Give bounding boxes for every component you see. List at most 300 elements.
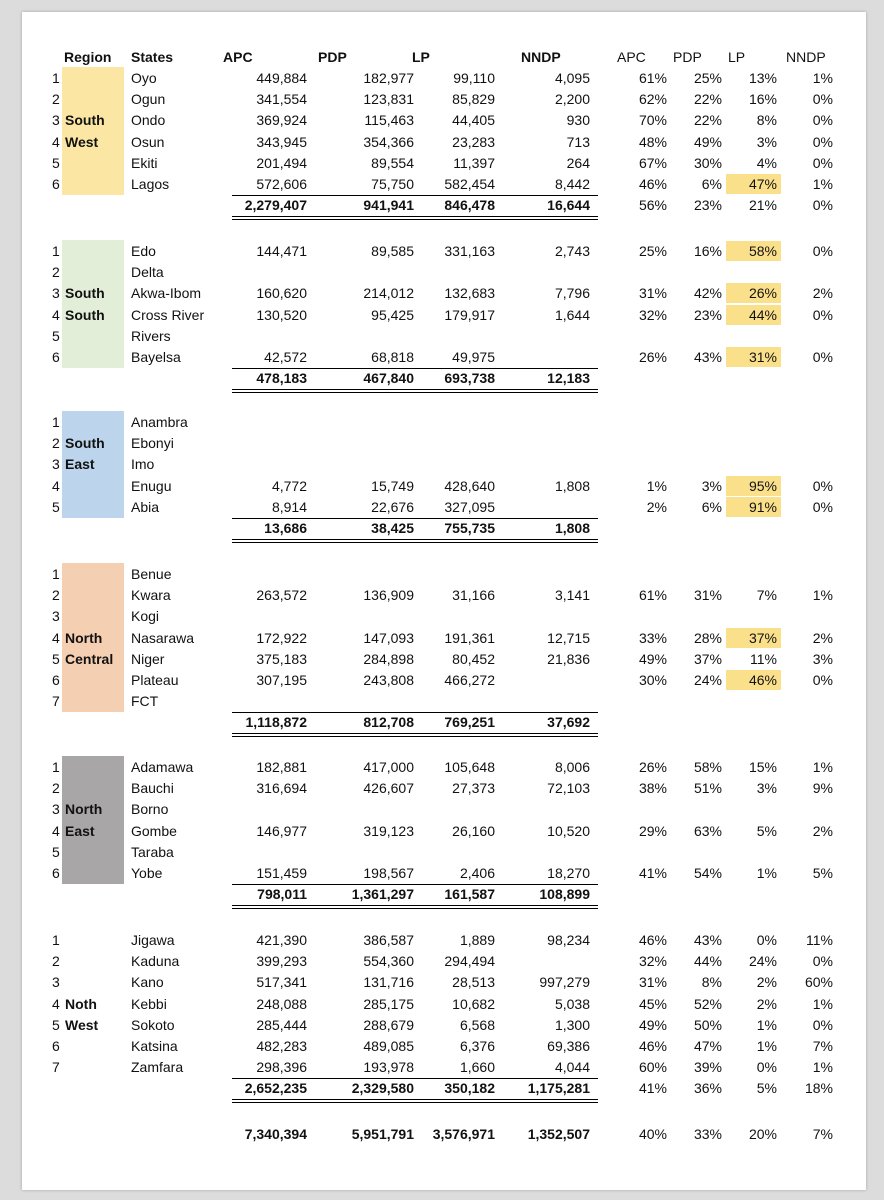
cell-lp: 31,166 [452,587,495,604]
cell-apc-pct: 46% [638,932,667,948]
row-number: 4 [52,477,60,494]
header-lp: LP [412,49,430,65]
row-number: 6 [52,349,60,365]
cell-nndp-pct: 1% [812,1059,833,1076]
cell-apc-pct: 61% [638,587,667,604]
cell-nndp-pct: 0% [812,91,833,108]
row-number: 6 [52,865,60,881]
cell-lp-pct: 5% [756,822,777,839]
cell-lp: 6,376 [459,1038,495,1054]
state-name: Kebbi [131,995,167,1012]
cell-pdp: 15,749 [371,477,414,494]
state-name: Jigawa [131,932,175,948]
grand-total-apc: 7,340,394 [244,1126,307,1142]
cell-lp-pct: 16% [748,91,777,108]
cell-pdp: 319,123 [363,822,414,839]
header-pdp: PDP [318,49,347,65]
cell-pdp-pct: 50% [693,1016,722,1033]
cell-nndp: 69,386 [547,1038,590,1054]
subtotal-apc: 1,118,872 [245,714,307,731]
row-number: 5 [52,327,60,344]
cell-lp: 10,682 [452,995,495,1012]
cell-nndp-pct: 2% [812,629,833,646]
cell-nndp-pct: 0% [812,477,833,494]
cell-nndp: 4,044 [554,1059,590,1076]
subtotal-rule-top [232,712,598,713]
cell-apc-pct: 32% [638,306,667,323]
state-name: Gombe [131,822,177,839]
subtotal-pdp: 467,840 [363,370,414,387]
cell-nndp-pct: 0% [812,112,833,129]
header-apc: APC [223,49,253,65]
cell-nndp: 18,270 [547,865,590,881]
subtotal-apc: 2,652,235 [244,1080,307,1097]
cell-pdp-pct: 24% [693,672,722,688]
cell-pdp-pct: 42% [693,285,722,302]
cell-apc-pct: 38% [638,780,667,797]
cell-apc-pct: 62% [638,91,667,108]
cell-nndp: 1,808 [554,477,590,494]
cell-nndp: 72,103 [547,780,590,797]
cell-nndp-pct: 0% [812,306,833,323]
cell-pdp-pct: 39% [693,1059,722,1076]
state-name: Osun [131,133,165,150]
cell-apc-pct: 41% [638,865,667,881]
cell-lp-pct: 24% [748,953,777,970]
cell-lp: 105,648 [444,759,495,775]
row-number: 6 [52,672,60,688]
cell-nndp-pct: 0% [812,243,833,259]
state-name: FCT [131,693,159,710]
state-name: Adamawa [131,759,194,775]
cell-pdp-pct: 8% [701,974,722,991]
cell-apc: 182,881 [256,759,307,775]
cell-lp-pct: 1% [756,865,777,881]
cell-lp-pct: 11% [750,650,777,667]
cell-apc-pct: 61% [638,70,667,86]
cell-lp: 2,406 [459,865,495,881]
cell-lp: 327,095 [444,498,495,515]
cell-apc-pct: 48% [638,133,667,150]
cell-nndp-pct: 1% [812,995,833,1012]
subtotal-rule-top [232,518,598,519]
cell-lp: 132,683 [444,285,495,302]
state-name: Kogi [131,608,160,625]
subtotal-pdp: 2,329,580 [351,1080,414,1097]
subtotal-rule-top [232,368,598,369]
state-name: Borno [131,801,169,818]
cell-lp-pct: 7% [756,587,777,604]
header-lp-pct: LP [728,49,746,65]
cell-nndp: 2,743 [554,243,590,259]
state-name: Enugu [131,477,172,494]
cell-apc: 307,195 [256,672,307,688]
cell-nndp: 8,006 [554,759,590,775]
cell-nndp-pct: 1% [812,759,833,775]
cell-pdp-pct: 54% [693,865,722,881]
cell-apc: 160,620 [256,285,307,302]
cell-pdp-pct: 31% [693,587,722,604]
cell-apc-pct: 26% [638,759,667,775]
cell-apc-pct: 70% [638,112,667,129]
state-name: Katsina [131,1038,178,1054]
cell-nndp: 5,038 [554,995,590,1012]
cell-lp-pct: 95% [748,477,777,494]
cell-apc-pct: 33% [638,629,667,646]
subtotal-rule-bottom [232,1099,598,1100]
subtotal-pdp: 38,425 [371,520,414,536]
cell-pdp-pct: 6% [701,176,722,192]
cell-pdp-pct: 44% [693,953,722,970]
region-color-block [62,67,124,195]
subtotal-lp-pct: 5% [756,1080,777,1097]
cell-lp-pct: 8% [756,112,777,129]
cell-lp-pct: 31% [748,349,777,365]
cell-apc: 572,606 [256,176,307,192]
cell-pdp: 123,831 [363,91,414,108]
cell-apc: 343,945 [256,133,307,150]
subtotal-nndp-pct: 0% [812,197,833,214]
cell-apc: 482,283 [256,1038,307,1054]
subtotal-lp: 693,738 [444,370,495,387]
cell-apc-pct: 60% [638,1059,667,1076]
cell-lp-pct: 15% [748,759,777,775]
cell-apc: 146,977 [256,822,307,839]
state-name: Bayelsa [131,349,181,365]
cell-lp: 26,160 [452,822,495,839]
header-nndp-pct: NNDP [786,49,826,65]
row-number: 2 [52,91,60,108]
cell-nndp: 7,796 [554,285,590,302]
row-number: 2 [52,780,60,797]
cell-nndp: 3,141 [554,587,590,604]
cell-nndp-pct: 0% [812,498,833,515]
cell-apc: 4,772 [271,477,307,494]
cell-apc-pct: 30% [638,672,667,688]
cell-pdp-pct: 43% [693,932,722,948]
cell-apc: 248,088 [256,995,307,1012]
cell-pdp: 288,679 [363,1016,414,1033]
cell-nndp: 4,095 [554,70,590,86]
state-name: Akwa-Ibom [131,285,202,302]
cell-apc-pct: 32% [638,953,667,970]
cell-lp: 466,272 [444,672,495,688]
cell-pdp: 554,360 [363,953,414,970]
subtotal-nndp: 1,175,281 [527,1080,590,1097]
cell-apc-pct: 49% [638,1016,667,1033]
region-name: North [65,801,103,818]
cell-pdp-pct: 52% [693,995,722,1012]
row-number: 1 [52,566,60,582]
cell-lp: 28,513 [452,974,495,991]
cell-pdp: 489,085 [363,1038,414,1054]
state-name: Bauchi [131,780,174,797]
subtotal-lp: 755,735 [444,520,495,536]
cell-nndp: 2,200 [554,91,590,108]
cell-lp-pct: 0% [756,932,777,948]
subtotal-rule-bottom-double [232,392,598,393]
subtotal-rule-bottom [232,733,598,734]
cell-apc: 298,396 [256,1059,307,1076]
cell-pdp-pct: 37% [693,650,722,667]
row-number: 5 [52,1016,60,1033]
cell-nndp: 1,644 [554,306,590,323]
cell-lp: 191,361 [444,629,495,646]
cell-pdp-pct: 49% [693,133,722,150]
cell-lp-pct: 58% [748,243,777,259]
subtotal-lp: 161,587 [444,886,495,903]
state-name: Ebonyi [131,435,174,452]
subtotal-lp: 350,182 [444,1080,495,1097]
cell-apc-pct: 29% [638,822,667,839]
cell-apc: 449,884 [256,70,307,86]
subtotal-pdp-pct: 23% [693,197,722,214]
region-color-block [62,756,124,884]
cell-apc-pct: 26% [638,349,667,365]
row-number: 4 [52,306,60,323]
cell-lp-pct: 2% [756,995,777,1012]
row-number: 7 [52,1059,60,1076]
grand-total-nndp: 1,352,507 [527,1126,590,1142]
subtotal-nndp-pct: 18% [804,1080,833,1097]
subtotal-apc: 478,183 [256,370,307,387]
cell-apc: 172,922 [256,629,307,646]
cell-apc: 151,459 [256,865,307,881]
cell-lp: 582,454 [444,176,495,192]
state-name: Kwara [131,587,171,604]
row-number: 3 [52,112,60,129]
grand-total-apc-pct: 40% [638,1126,667,1142]
subtotal-rule-bottom [232,539,598,540]
cell-nndp-pct: 1% [812,587,833,604]
state-name: Taraba [131,843,174,860]
cell-nndp-pct: 7% [812,1038,833,1054]
cell-nndp-pct: 0% [812,953,833,970]
subtotal-apc: 13,686 [264,520,307,536]
state-name: Zamfara [131,1059,184,1076]
cell-apc: 517,341 [256,974,307,991]
row-number: 3 [52,285,60,302]
cell-lp-pct: 44% [748,306,777,323]
state-name: Abia [131,498,160,515]
row-number: 1 [52,70,60,86]
cell-apc-pct: 1% [646,477,667,494]
cell-nndp-pct: 3% [812,650,833,667]
row-number: 7 [52,693,60,710]
cell-lp-pct: 3% [756,780,777,797]
row-number: 5 [52,154,60,171]
state-name: Oyo [131,70,157,86]
cell-pdp-pct: 51% [693,780,722,797]
row-number: 6 [52,176,60,192]
cell-lp: 6,568 [459,1016,495,1033]
cell-apc: 263,572 [256,587,307,604]
header-pdp-pct: PDP [673,49,702,65]
cell-apc: 8,914 [271,498,307,515]
cell-nndp-pct: 0% [812,349,833,365]
cell-nndp: 997,279 [539,974,590,991]
cell-nndp-pct: 1% [812,176,833,192]
region-name: South [65,112,105,129]
row-number: 2 [52,264,60,281]
cell-apc: 369,924 [256,112,307,129]
row-number: 4 [52,995,60,1012]
region-color-block [62,240,124,368]
cell-apc-pct: 46% [638,176,667,192]
row-number: 5 [52,498,60,515]
cell-nndp-pct: 2% [812,285,833,302]
cell-lp: 49,975 [452,349,495,365]
cell-nndp: 98,234 [547,932,590,948]
cell-pdp-pct: 30% [693,154,722,171]
subtotal-rule-top [232,195,598,196]
cell-apc: 399,293 [256,953,307,970]
cell-apc: 130,520 [256,306,307,323]
cell-lp: 179,917 [444,306,495,323]
cell-nndp: 12,715 [547,629,590,646]
region-name: East [65,456,95,473]
state-name: Plateau [131,672,179,688]
cell-pdp: 147,093 [363,629,414,646]
subtotal-rule-bottom [232,389,598,390]
row-number: 5 [52,650,60,667]
cell-pdp: 426,607 [363,780,414,797]
cell-apc-pct: 46% [638,1038,667,1054]
cell-nndp-pct: 0% [812,1016,833,1033]
row-number: 3 [52,974,60,991]
cell-pdp: 182,977 [363,70,414,86]
cell-apc: 341,554 [256,91,307,108]
row-number: 1 [52,759,60,775]
row-number: 3 [52,801,60,818]
cell-pdp: 131,716 [363,974,414,991]
row-number: 1 [52,414,60,430]
grand-total-lp: 3,576,971 [432,1126,495,1142]
cell-lp: 23,283 [452,133,495,150]
region-name: West [65,1016,99,1033]
row-number: 6 [52,1038,60,1054]
subtotal-pdp-pct: 36% [693,1080,722,1097]
subtotal-lp: 769,251 [444,714,495,731]
cell-nndp-pct: 0% [812,133,833,150]
cell-pdp-pct: 28% [693,629,722,646]
cell-pdp: 136,909 [363,587,414,604]
cell-apc-pct: 25% [638,243,667,259]
subtotal-rule-bottom-double [232,542,598,543]
cell-apc: 144,471 [256,243,307,259]
cell-lp-pct: 91% [748,498,777,515]
cell-lp-pct: 47% [748,176,777,192]
cell-apc: 421,390 [256,932,307,948]
cell-nndp: 10,520 [547,822,590,839]
cell-lp: 1,660 [459,1059,495,1076]
cell-pdp: 285,175 [363,995,414,1012]
cell-lp-pct: 1% [756,1038,777,1054]
row-number: 1 [52,932,60,948]
cell-pdp: 284,898 [363,650,414,667]
cell-pdp-pct: 3% [701,477,722,494]
cell-pdp: 68,818 [371,349,414,365]
cell-lp-pct: 0% [756,1059,777,1076]
state-name: Sokoto [131,1016,175,1033]
cell-nndp: 264 [566,154,590,171]
state-name: Edo [131,243,156,259]
state-name: Kaduna [131,953,180,970]
cell-lp-pct: 2% [756,974,777,991]
state-name: Yobe [131,865,163,881]
state-name: Imo [131,456,155,473]
cell-pdp-pct: 22% [693,91,722,108]
cell-apc-pct: 49% [638,650,667,667]
row-number: 4 [52,629,60,646]
subtotal-rule-bottom-double [232,1102,598,1103]
region-name: South [65,285,105,302]
subtotal-lp-pct: 21% [748,197,777,214]
cell-apc-pct: 45% [638,995,667,1012]
cell-lp-pct: 3% [756,133,777,150]
state-name: Ogun [131,91,166,108]
cell-lp: 11,397 [453,154,495,171]
region-name: Noth [65,995,97,1012]
cell-lp: 27,373 [452,780,495,797]
cell-nndp-pct: 2% [812,822,833,839]
cell-lp: 80,452 [452,650,495,667]
cell-pdp-pct: 23% [693,306,722,323]
cell-pdp-pct: 6% [701,498,722,515]
region-name: West [65,133,99,150]
cell-apc-pct: 67% [638,154,667,171]
cell-pdp: 198,567 [363,865,414,881]
header-region: Region [64,49,112,65]
cell-lp: 44,405 [452,112,495,129]
cell-apc: 201,494 [256,154,307,171]
header-apc-pct: APC [617,49,646,65]
cell-nndp: 21,836 [547,650,590,667]
cell-lp-pct: 13% [748,70,777,86]
state-name: Nasarawa [131,629,195,646]
cell-pdp: 193,978 [363,1059,414,1076]
cell-lp-pct: 4% [756,154,777,171]
cell-lp: 294,494 [444,953,495,970]
cell-pdp-pct: 63% [693,822,722,839]
row-number: 5 [52,843,60,860]
cell-lp: 428,640 [444,477,495,494]
cell-lp: 85,829 [452,91,495,108]
subtotal-apc-pct: 56% [638,197,667,214]
cell-pdp: 354,366 [363,133,414,150]
state-name: Anambra [131,414,188,430]
cell-nndp: 1,300 [554,1016,590,1033]
grand-total-pdp: 5,951,791 [351,1126,414,1142]
subtotal-nndp: 37,692 [547,714,590,731]
subtotal-apc: 2,279,407 [244,197,307,214]
cell-pdp-pct: 25% [693,70,722,86]
header-states: States [131,49,174,65]
cell-lp-pct: 46% [748,672,777,688]
cell-nndp-pct: 60% [804,974,833,991]
grand-total-lp-pct: 20% [748,1126,777,1142]
subtotal-pdp: 812,708 [363,714,414,731]
region-name: East [65,822,95,839]
cell-pdp: 95,425 [371,306,414,323]
cell-pdp: 89,585 [371,243,414,259]
row-number: 3 [52,456,60,473]
subtotal-apc-pct: 41% [638,1080,667,1097]
subtotal-nndp: 16,644 [547,197,590,214]
subtotal-apc: 798,011 [257,886,307,903]
region-name: South [65,306,105,323]
row-number: 2 [52,587,60,604]
